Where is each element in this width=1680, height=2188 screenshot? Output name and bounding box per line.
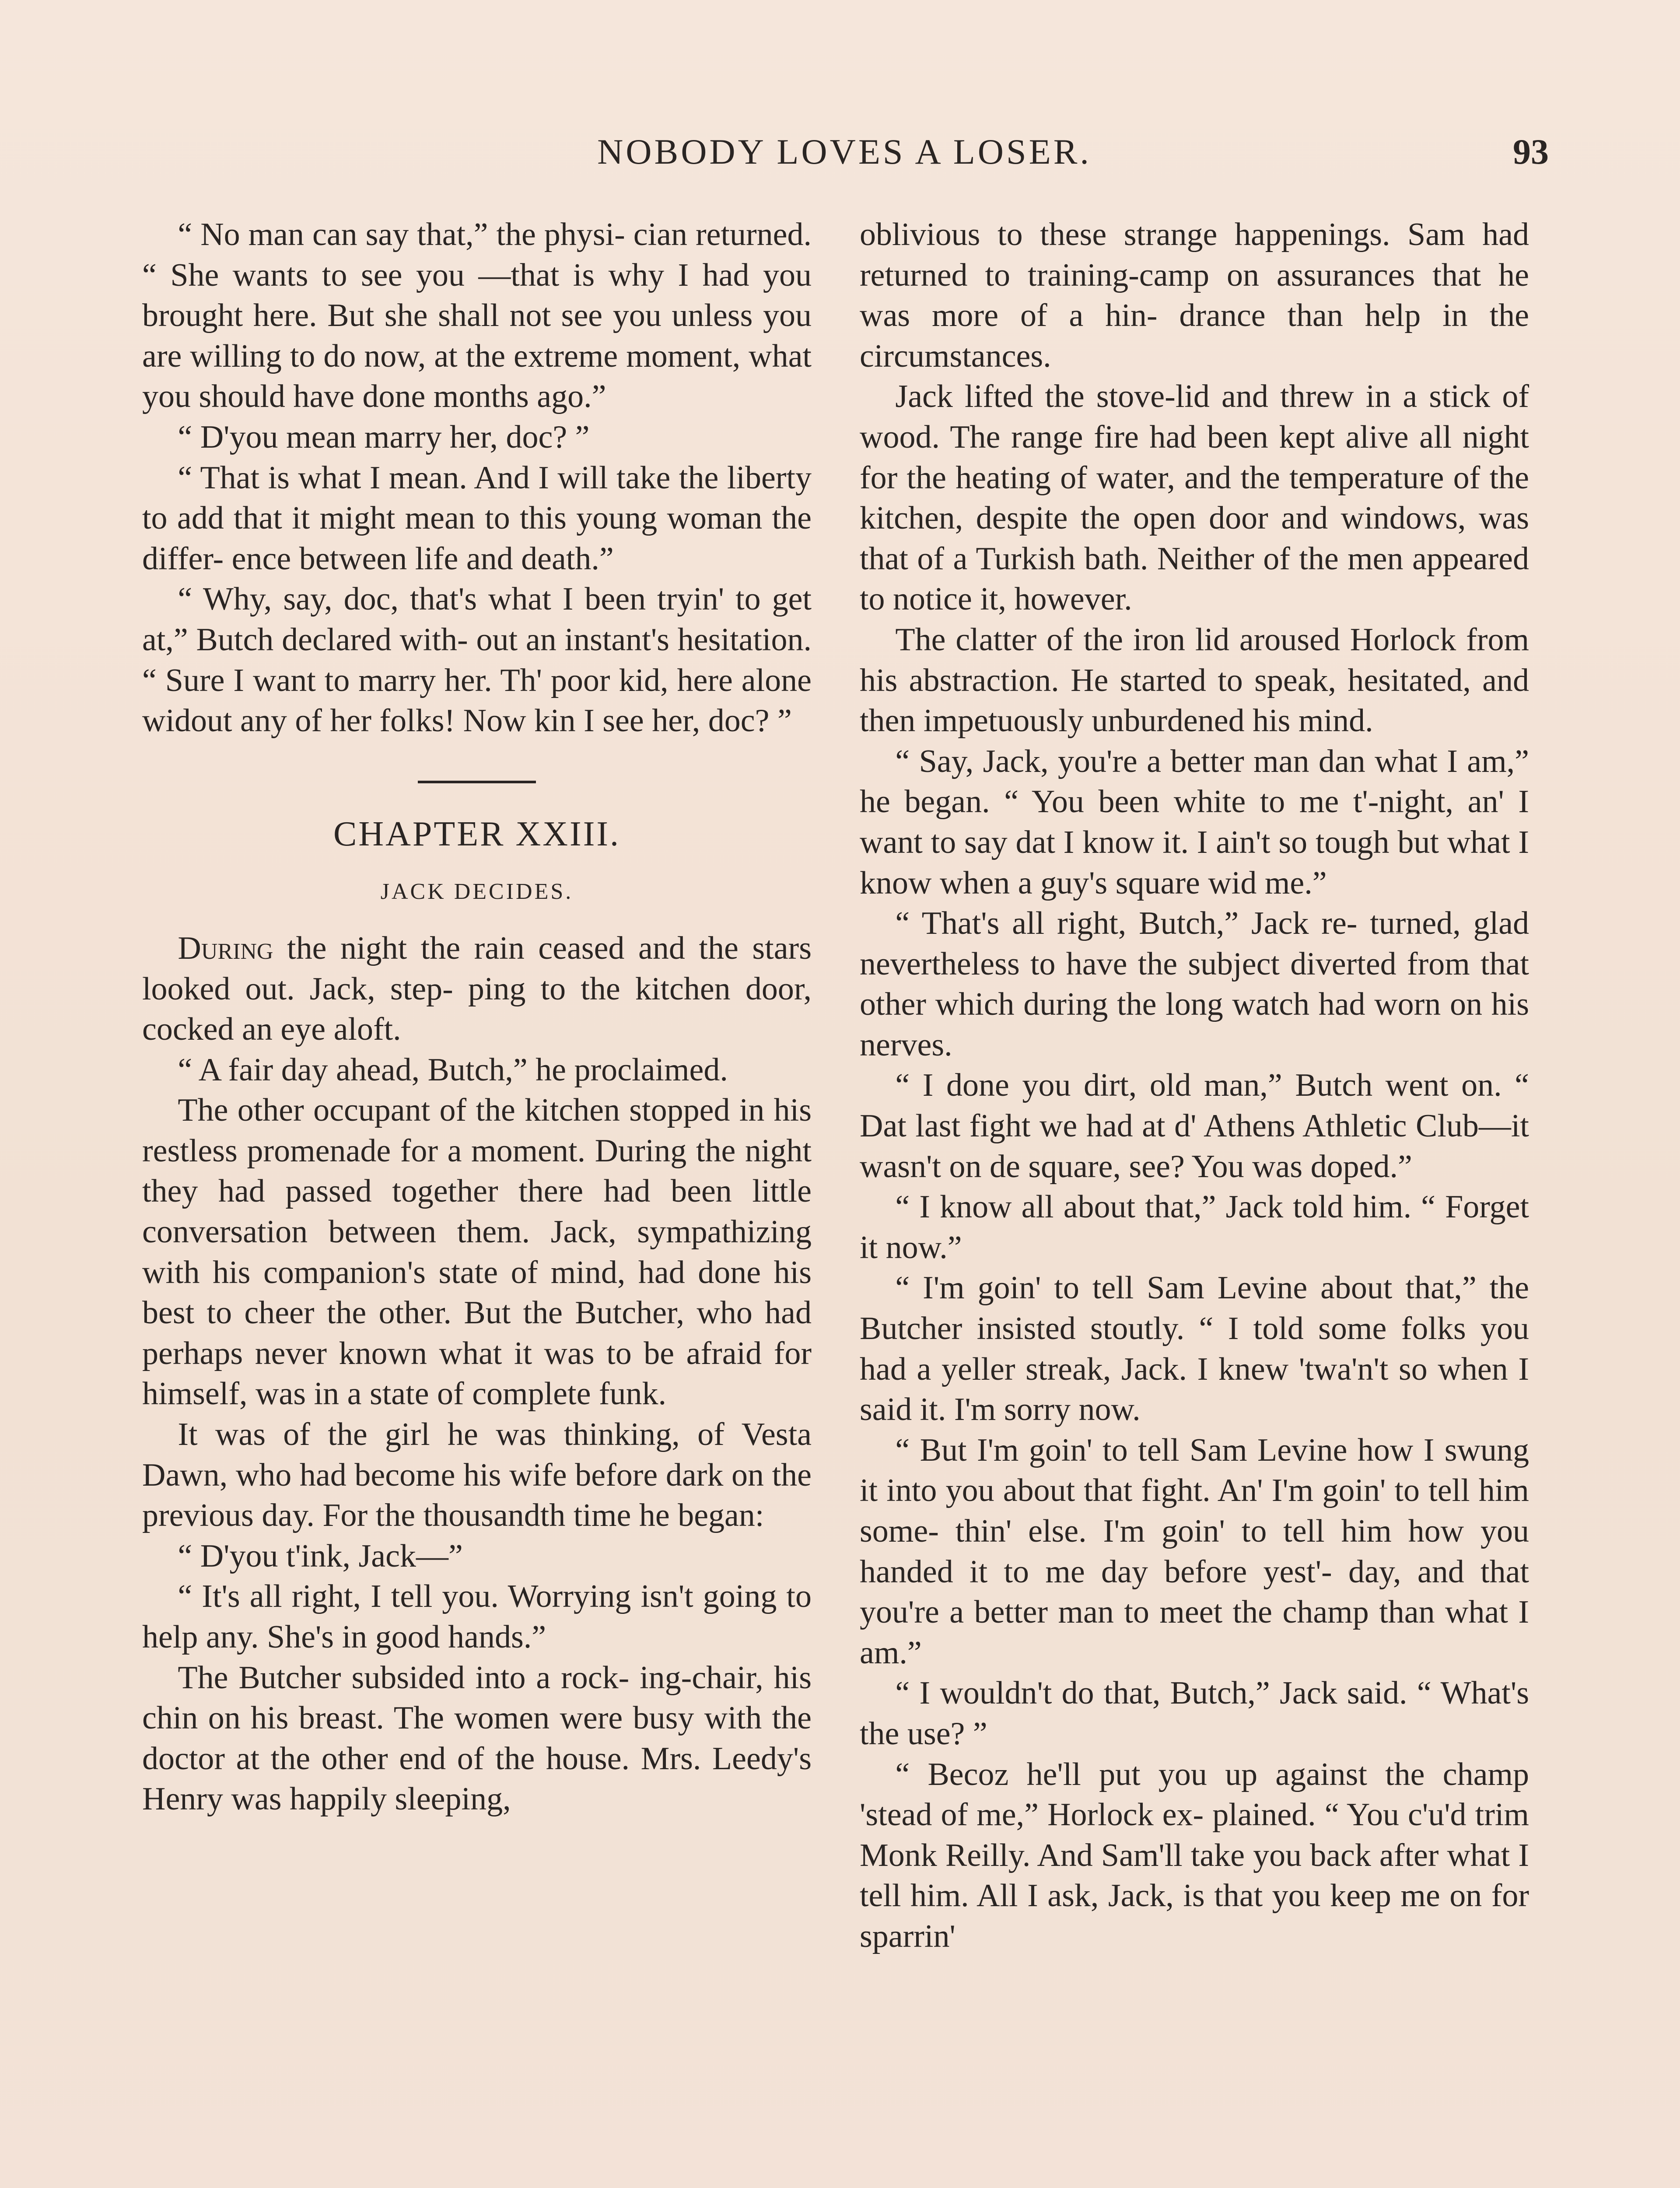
right-column	[860, 214, 1529, 1957]
paragraph: “ Becoz he'll put you up against the champ 'stead of me,” Horlock ex- plained. “ You c'u'd trim Monk Reilly. And Sam'll take you back after what I tell him. All I ask, Jack, is that you keep me on for sparrin'	[860, 1756, 1529, 1954]
paragraph: “ I done you dirt, old man,” Butch went on. “ Dat last fight we had at d' Athens Athletic Club—it wasn't on de square, see? You was doped.”	[860, 1067, 1529, 1185]
paragraph: “ It's all right, I tell you. Worrying isn't going to help any. She's in good hands.”	[142, 1578, 812, 1655]
paragraph: “ I know all about that,” Jack told him. “ Forget it now.”	[860, 1189, 1529, 1266]
paragraph: “ I'm goin' to tell Sam Levine about that,” the Butcher insisted stoutly. “ I told some folks you had a yeller streak, Jack. I knew 'twa'n't so when I said it. I'm sorry now.	[860, 1270, 1529, 1428]
paragraph: Jack lifted the stove-lid and threw in a stick of wood. The range fire had been kept alive all night for the heating of water, and the temperature of the kitchen, despite the open door and windows, was that of a Turkish bath. Neither of the men appeared to notice it, however.	[860, 379, 1529, 617]
paragraph: “ No man can say that,” the physi- cian returned. “ She wants to see you —that is why I had you brought here. But she shall not see you unless you are willing to do now, at the extreme moment, what you should have done months ago.”	[142, 217, 812, 415]
paragraph: The other occupant of the kitchen stopped in his restless promenade for a moment. During the night they had passed together there had been little conversation between them. Jack, sympathizing with his companion's state of mind, had done his best to cheer the other. But the Butcher, who had perhaps never known what it was to be afraid for himself, was in a state of complete funk.	[142, 1092, 812, 1412]
chapter-opening-paragraph	[142, 928, 812, 1050]
paragraph-continued: oblivious to these strange happenings. Sam had returned to training-camp on assurances that he was more of a hin- drance than help in the circumstances.	[860, 217, 1529, 374]
chapter-title: CHAPTER XXIII.	[333, 814, 620, 853]
drop-lead-word: During	[178, 930, 273, 966]
page-number: 93	[1513, 132, 1549, 172]
paragraph: “ Why, say, doc, that's what I been tryin' to get at,” Butch declared with- out an instant's hesitation. “ Sure I want to marry her. Th' poor kid, here alone widout any of her folks! Now kin I see her, doc? ”	[142, 581, 812, 739]
chapter-divider-rule	[418, 781, 536, 783]
paragraph: “ D'you mean marry her, doc? ”	[178, 419, 590, 455]
running-header	[140, 131, 1549, 175]
chapter-subtitle: JACK DECIDES.	[380, 879, 574, 905]
paragraph: “ A fair day ahead, Butch,” he proclaimed.	[178, 1052, 728, 1088]
left-column	[142, 214, 812, 1820]
paragraph: “ I wouldn't do that, Butch,” Jack said. “ What's the use? ”	[860, 1675, 1529, 1752]
paragraph: “ But I'm goin' to tell Sam Levine how I swung it into you about that fight. An' I'm goin' to tell him some- thin' else. I'm goin' to tell him how you handed it to me day before yest'- day, and that you're a better man to meet the champ than what I am.”	[860, 1432, 1529, 1671]
paragraph: “ Say, Jack, you're a better man dan what I am,” he began. “ You been white to me t'-night, an' I want to say dat I know it. I ain't so tough but what I know when a guy's square wid me.”	[860, 743, 1529, 901]
paragraph: “ D'you t'ink, Jack—”	[178, 1538, 463, 1574]
running-title: NOBODY LOVES A LOSER.	[597, 132, 1092, 172]
paragraph: “ That's all right, Butch,” Jack re- turned, glad nevertheless to have the subject diverted from that other which during the long watch had worn on his nerves.	[860, 905, 1529, 1063]
paragraph: The Butcher subsided into a rock- ing-chair, his chin on his breast. The women were busy with the doctor at the other end of the house. Mrs. Leedy's Henry was happily sleeping,	[142, 1659, 812, 1817]
paragraph-text: the night the rain ceased and the stars looked out. Jack, step- ping to the kitchen door, cocked an eye aloft.	[142, 930, 812, 1048]
paragraph: It was of the girl he was thinking, of Vesta Dawn, who had become his wife before dark on the previous day. For the thousandth time he began:	[142, 1417, 812, 1534]
paragraph: “ That is what I mean. And I will take the liberty to add that it might mean to this young woman the differ- ence between life and death.”	[142, 459, 812, 577]
paragraph: The clatter of the iron lid aroused Horlock from his abstraction. He started to speak, hesitated, and then impetuously unburdened his mind.	[860, 621, 1529, 739]
